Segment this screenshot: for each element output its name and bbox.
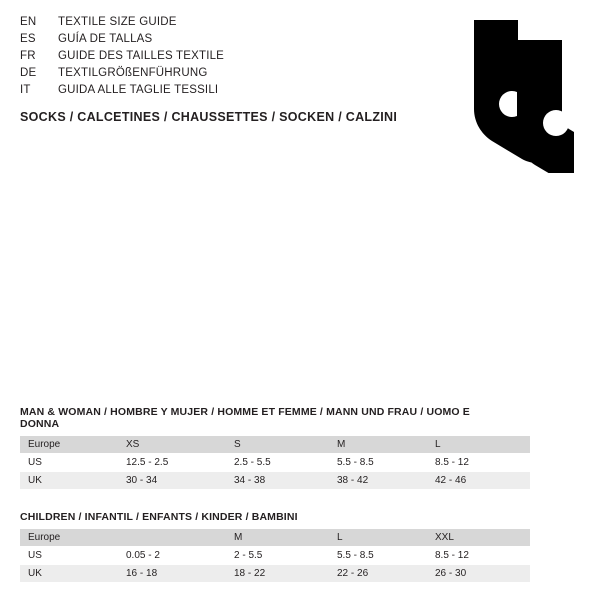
table-cell: US [20,454,118,472]
adult-size-table-block [20,406,490,490]
language-label: TEXTILE SIZE GUIDE [58,16,177,28]
table-cell: 30 - 34 [118,472,226,490]
table-header-cell: L [329,529,427,547]
table-row [20,472,530,490]
table-row [20,529,530,547]
table-cell: 26 - 30 [427,565,530,583]
table-cell: UK [20,472,118,490]
children-size-table [20,529,530,583]
children-size-table-block [20,511,490,583]
language-label: GUIDA ALLE TAGLIE TESSILI [58,84,219,96]
language-label: GUÍA DE TALLAS [58,33,153,45]
table-cell: 34 - 38 [226,472,329,490]
table-header-cell: Europe [20,436,118,454]
table-header-cell: M [329,436,427,454]
table-header-cell: M [226,529,329,547]
table-cell: 42 - 46 [427,472,530,490]
socks-illustration [404,18,574,173]
table-cell: 22 - 26 [329,565,427,583]
table-header-cell: XS [118,436,226,454]
table-cell: 2 - 5.5 [226,547,329,565]
table-row [20,565,530,583]
table-header-cell: S [226,436,329,454]
table-cell: US [20,547,118,565]
language-row [20,84,380,101]
table-row [20,547,530,565]
language-row [20,16,380,33]
table-cell: UK [20,565,118,583]
adult-size-table [20,436,530,490]
table-row [20,454,530,472]
table-cell: 5.5 - 8.5 [329,547,427,565]
table-row [20,436,530,454]
table-cell: 5.5 - 8.5 [329,454,427,472]
table-header-cell: Europe [20,529,118,547]
table-cell: 8.5 - 12 [427,454,530,472]
table-cell: 12.5 - 2.5 [118,454,226,472]
table-header-cell: L [427,436,530,454]
adult-table-title: MAN & WOMAN / HOMBRE Y MUJER / HOMME ET FEMME / MANN UND FRAU / UOMO E DONNA [20,406,470,430]
table-cell: 8.5 - 12 [427,547,530,565]
language-code: DE [20,67,37,79]
language-code: ES [20,33,36,45]
language-row [20,50,380,67]
children-table-title: CHILDREN / INFANTIL / ENFANTS / KINDER / BAMBINI [20,511,298,523]
table-cell: 16 - 18 [118,565,226,583]
language-row [20,67,380,84]
language-label: GUIDE DES TAILLES TEXTILE [58,50,225,62]
language-code: IT [20,84,31,96]
table-cell: 38 - 42 [329,472,427,490]
language-code: EN [20,16,37,28]
table-cell: 2.5 - 5.5 [226,454,329,472]
table-cell: 18 - 22 [226,565,329,583]
table-cell: 0.05 - 2 [118,547,226,565]
product-category-title: SOCKS / CALCETINES / CHAUSSETTES / SOCKEN / CALZINI [20,110,398,124]
table-header-cell: XXL [427,529,530,547]
language-label: TEXTILGRÖßENFÜHRUNG [58,67,208,79]
table-header-cell [118,529,226,547]
language-code: FR [20,50,36,62]
language-list [20,16,380,101]
language-row [20,33,380,50]
